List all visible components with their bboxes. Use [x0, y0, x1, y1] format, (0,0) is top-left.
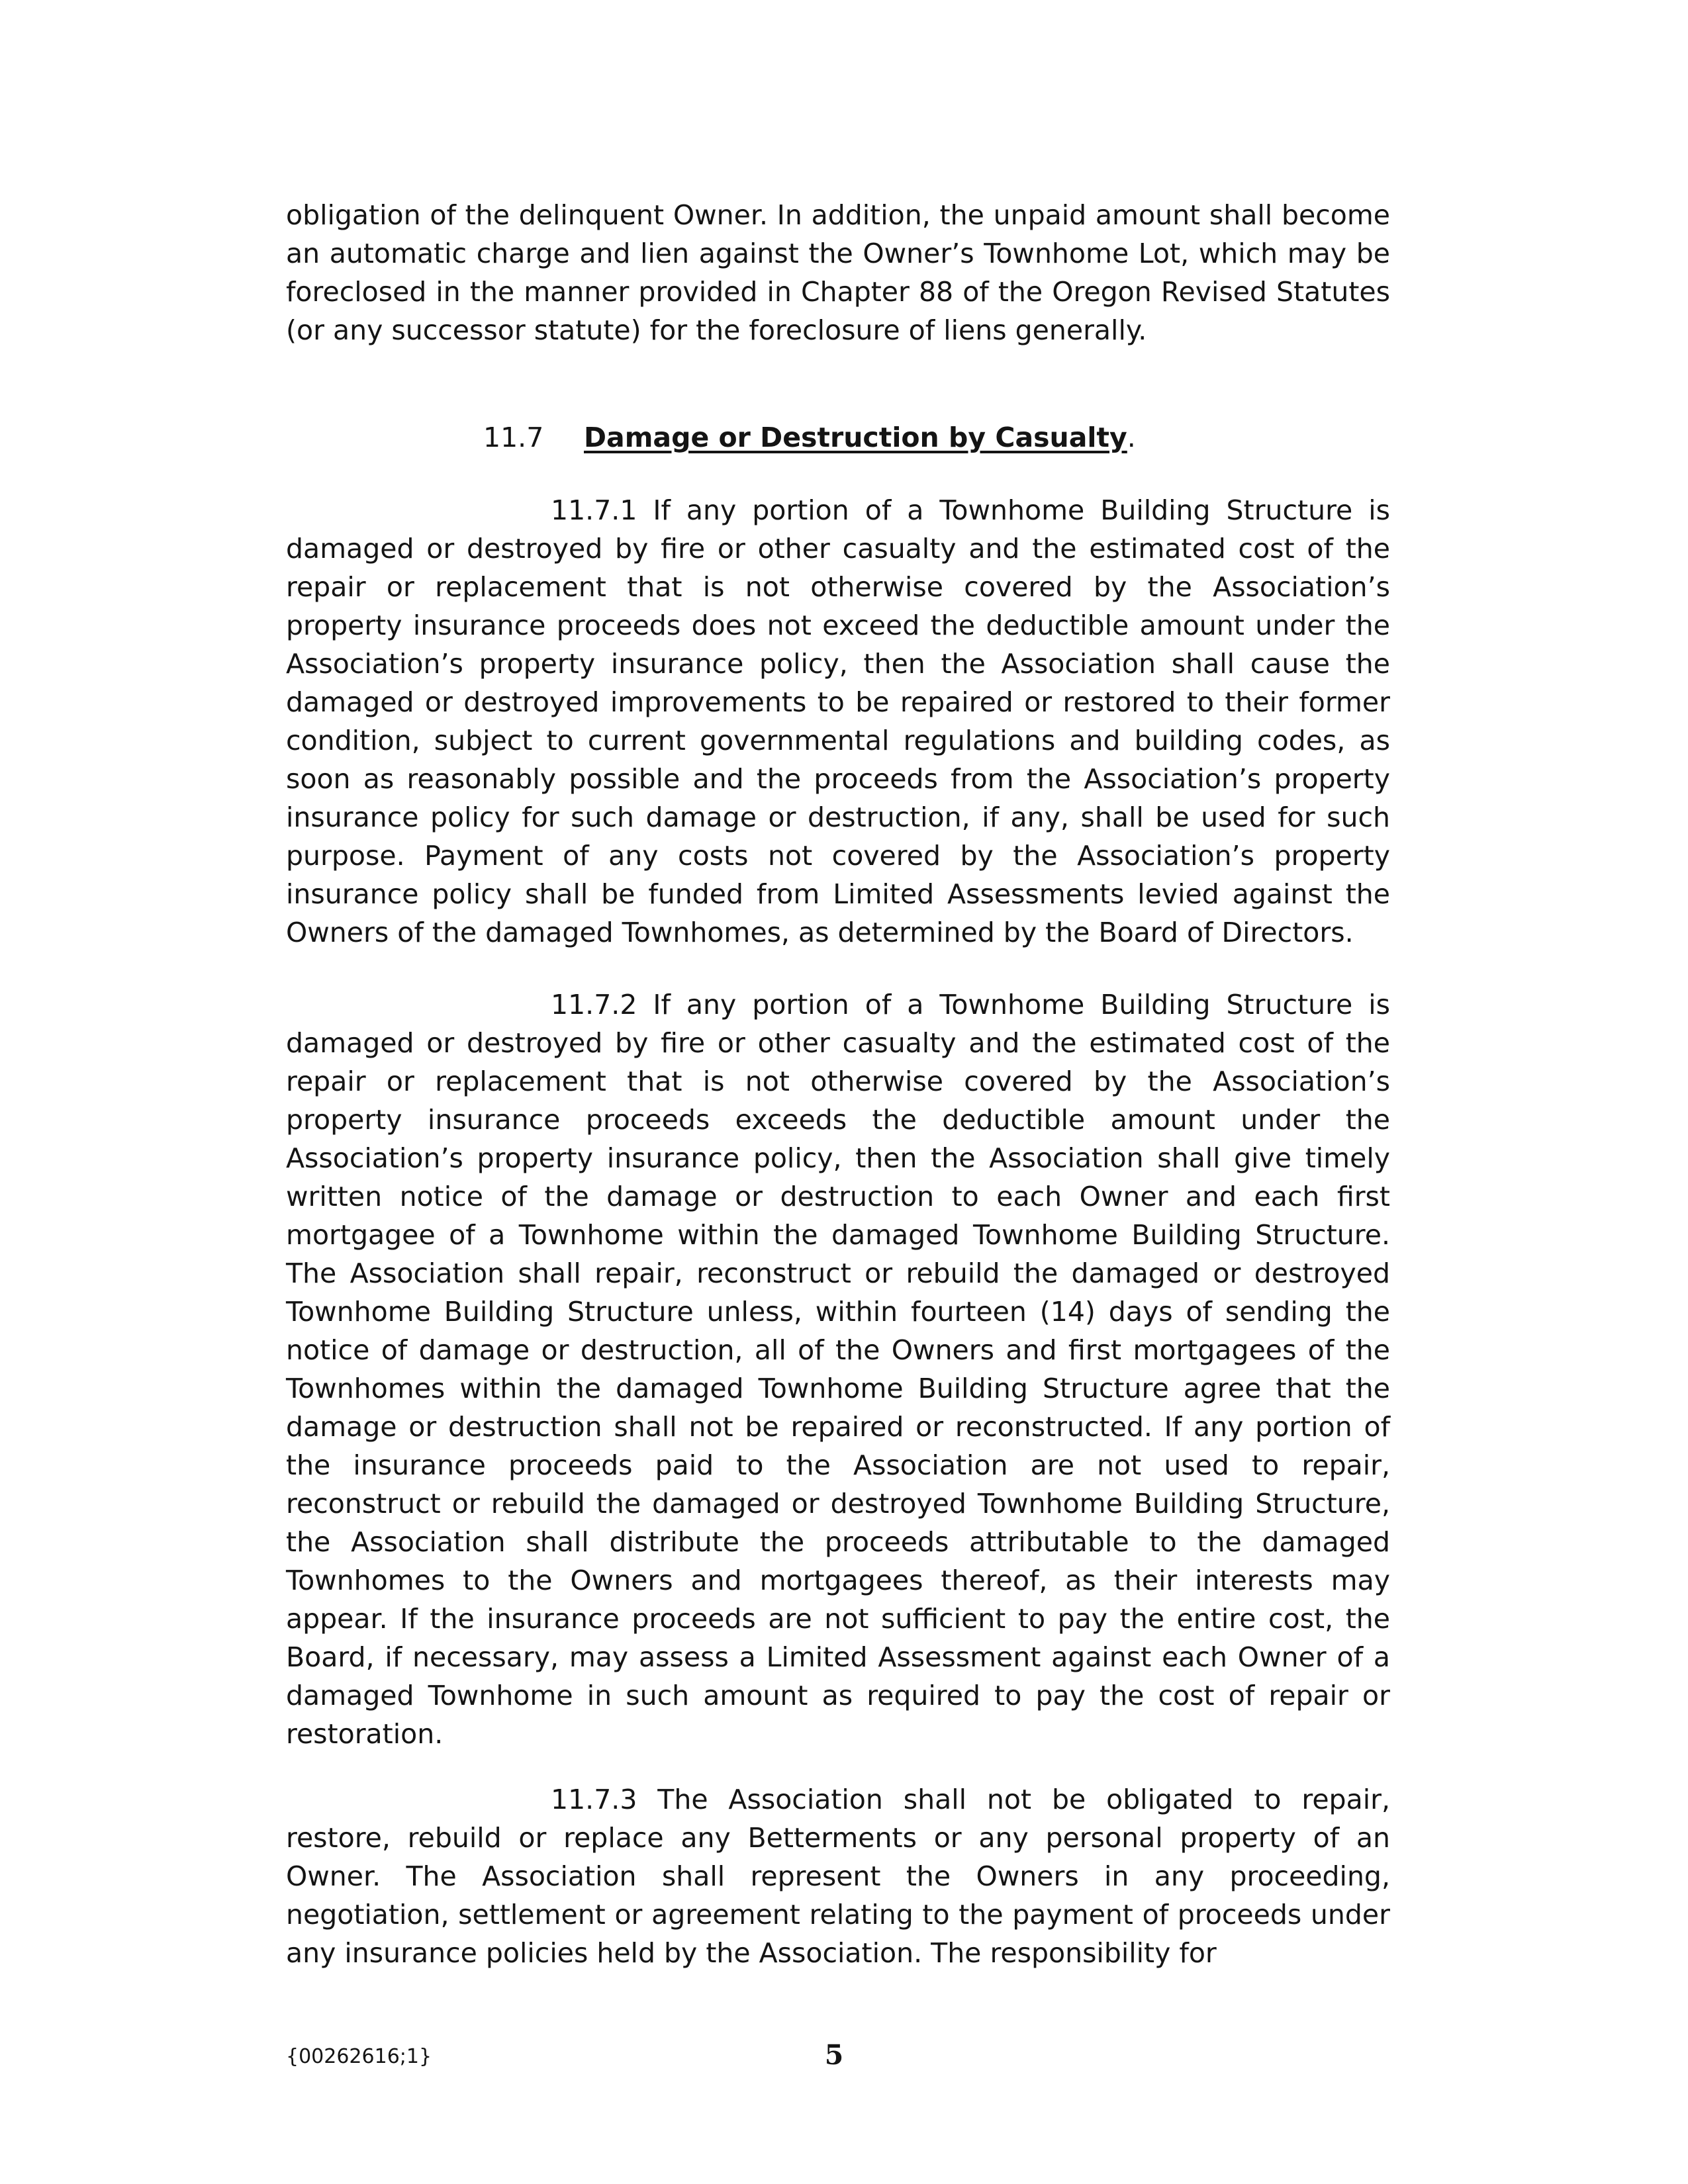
subsection-11-7-2: 11.7.2 If any portion of a Townhome Building Structure is damaged or destroyed by fire or other casualty and the estimated cost of the repair or replacement that is not otherwise covered by the Association’s property insurance proceeds exceeds the deductible amount under the Association’s property insurance policy, then the Association shall give timely written notice of the damage or destruction to each Owner and each first mortgagee of a Townhome within the damaged Townhome Building Structure. The Association shall repair, reconstruct or rebuild the damaged or destroyed Townhome Building Structure unless, within fourteen (14) days of sending the notice of damage or destruction, all of the Owners and first mortgagees of the Townhomes within the damaged Townhome Building Structure agree that the damage or destruction shall not be repaired or reconstructed. If any portion of the insurance proceeds paid to the Association are not used to repair, reconstruct or rebuild the damaged or destroyed Townhome Building Structure, the Association shall distribute the proceeds attributable to the damaged Townhomes to the Owners and mortgagees thereof, as their interests may appear. If the insurance proceeds are not sufficient to pay the entire cost, the Board, if necessary, may assess a Limited Assessment against each Owner of a damaged Townhome in such amount as required to pay the cost of repair or restoration.	[286, 989, 1390, 1750]
footer-document-id: {00262616;1}	[286, 2045, 432, 2068]
continuation-paragraph: obligation of the delinquent Owner. In addition, the unpaid amount shall become an automatic charge and lien against the Owner’s Townhome Lot, which may be foreclosed in the manner provided in Chapter 88 of the Oregon Revised Statutes (or any successor statute) for the foreclosure of liens generally.	[286, 199, 1390, 346]
section-title: Damage or Destruction by Casualty	[584, 422, 1127, 453]
page-number: 5	[824, 2039, 844, 2071]
section-number: 11.7	[483, 422, 544, 453]
subsection-11-7-3: 11.7.3 The Association shall not be obligated to repair, restore, rebuild or replace any Betterments or any personal property of an Owner. The Association shall represent the Owners in any proceeding, negotiation, settlement or agreement relating to the payment of proceeds under any insurance policies held by the Association. The responsibility for	[286, 1784, 1390, 1969]
section-heading	[483, 418, 1136, 457]
section-title-suffix: .	[1127, 422, 1136, 453]
subsection-11-7-1: 11.7.1 If any portion of a Townhome Building Structure is damaged or destroyed by fire or other casualty and the estimated cost of the repair or replacement that is not otherwise covered by the Association’s property insurance proceeds does not exceed the deductible amount under the Association’s property insurance policy, then the Association shall cause the damaged or destroyed improvements to be repaired or restored to their former condition, subject to current governmental regulations and building codes, as soon as reasonably possible and the proceeds from the Association’s property insurance policy for such damage or destruction, if any, shall be used for such purpose. Payment of any costs not covered by the Association’s property insurance policy shall be funded from Limited Assessments levied against the Owners of the damaged Townhomes, as determined by the Board of Directors.	[286, 494, 1390, 948]
